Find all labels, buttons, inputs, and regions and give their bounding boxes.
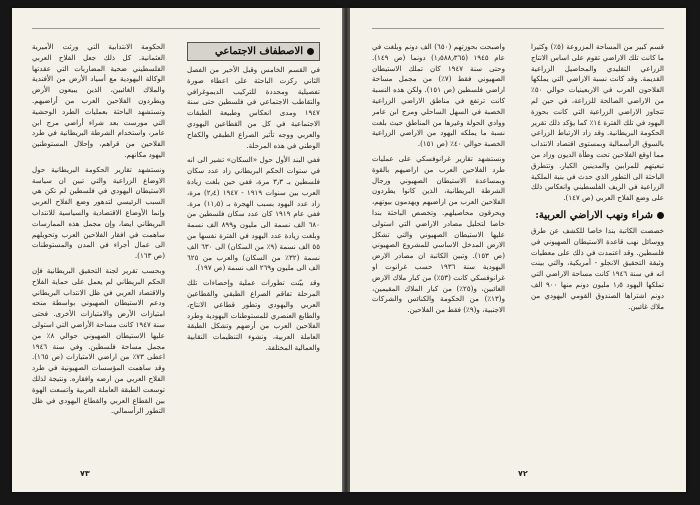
paragraph: الحكومة الانتدابية التي ورثت الأميرية العثمانية. كل ذلك جعل الفلاح العربي الفلسطيني ضحية المضاربات التي عقدتها الوكالة اليهودية مع أسياد الأرض من الأفندية والملاك الغائبين، الذين يبيعون الأرض ويطردون الفلاحين العرب من أراضيهم. وتستشهد الباحثة بعمليات الطرد الوحشية التي مورست بعد شراء أراضي مرج ابن عامر، واستخدام الشرطة البريطانية في طرد الفلاحين من قراهم، وإحلال المستوطنين اليهود مكانهم. bbox=[32, 42, 165, 159]
paragraph: ففي البند الأول حول «السكان» تشير الى انه في سنوات الحكم البريطاني زاد عدد سكان فلسطين بـ ٣٫٣ مرة، ففي حين بلغت زيادة العرب بين سنوات ١٩١٩ - ١٩٤٧ (٢٫٤) مرة، زاد عدد اليهود بسبب الهجرة بـ (١١٫٥) مرة. ففي عام ١٩١٩ كان عدد سكان فلسطين من ٦٨٠ الف نسمة الى مليون و٨٩٩ الف نسمة وبلغت زيادة عدد اليهود في الفترة نفسها من ٥٥ الف نسمة (٩٪ من السكان) الى ٦٣٠ الف نسمة (٣٢٪ من السكان) والعرب من ٦٢٥ الف الى مليون و٢٦٩ الف نسمة (ص ١٩٧). bbox=[187, 155, 320, 273]
header-rule bbox=[372, 28, 664, 29]
paragraph: ونستشهد تقارير الحكومة البريطانية حول الاوضاع الزراعية والتي تبين ان سياسة الاستيطان اليهودي في فلسطين لم تكن هي السبب الرئيسي لتدهور وضع الفلاح العربي وإنما الأوضاع الاقتصادية والسياسية للانتداب البريطاني ايضا، وإن مجمل هذه الممارسات ساهمت في افقار الفلاحين العرب وتحويلهم الى عمال أجراء في المدن والمستوطنات (ص ١٦٣). bbox=[32, 164, 165, 261]
right-page-right-column bbox=[531, 42, 664, 442]
section-heading-box bbox=[187, 42, 320, 61]
paragraph: واصبحت بحوزتهم (٦٥٠) الف دونم وبلغت في عام ١٩٤٥ (١٫٥٨٨٫٣٦٥) دونما (ص ١٤٩). وحتى سنة ١٩٤٧ كان تملك الاستيطان الصهيوني فقط (٧٪) من مجمل مساحة اراضي فلسطين (ص ١٥١). ولكن هذه النسبة كانت ترتفع في مناطق الاراضي الزراعية الخصبة في السهل الساحلي ومرج ابن عامر ووادي الحولة وغيرها من المناطق حيث بلغت نسبة ما يملكه اليهود من الاراضي الزراعية الخصبة حوالي ٤٠٪ (ص ١٥١). bbox=[372, 42, 505, 149]
book-gutter bbox=[342, 8, 350, 492]
bullet-icon bbox=[307, 48, 314, 55]
paragraph: خصصت الكاتبة بندا خاصا للكشف عن طرق ووسائل نهب قاعدة الاستيطان الصهيوني في فلسطين. وقد اعتمدت في ذلك على معطيات وثيقة التحقيق الانجلو - أمريكية، والتي بينت انه في سنة ١٩٤٦ كانت مساحة الاراضي التي تملكها اليهود ١٫٥ مليون دونم منها ٩٠٠ الف دونم اشتراها الصندوق القومي اليهودي من ملاك غائبين. bbox=[531, 225, 664, 311]
left-page-left-column bbox=[32, 42, 165, 442]
page-number: ٧٣ bbox=[80, 469, 90, 478]
right-page-left-column bbox=[372, 42, 505, 442]
paragraph: وقد بيّنت تطورات عملية وإحصاءات تلك المرحلة تفاقم الصراع الطبقي والقطاعين العربي واليهودي وتطور قطاعي الانتاج، والطابع العنصري للمستوطنات اليهودية وطرد الفلاحين العرب من أرضهم وتشكل الطبقة العاملة العربية، ونشوء التنظيمات النقابية والعمالية المختلفة. bbox=[187, 278, 320, 352]
paragraph: في القسم الخامس وقبل الأخير من الفصل الثاني ركزت الباحثة على اعطاء صورة تفصيلية ومحددة للتركيب الديموغرافي والتقاطب الاجتماعي في فلسطين حتى سنة ١٩٤٧ ومدى انعكاس وطبيعة الطبقات الاجتماعية في كل من القطاعين اليهودي والعربي ووجه تأثير الصراع الطبقي والكفاح الوطني في هذه المرحلة. bbox=[187, 65, 320, 150]
header-rule bbox=[32, 28, 320, 29]
bullet-icon bbox=[657, 212, 664, 219]
left-page bbox=[12, 8, 342, 492]
section-heading-block bbox=[531, 209, 664, 222]
paragraph: وبحسب تقرير لجنة التحقيق البريطانية فإن الحكم البريطاني لم يعمل على حماية الفلاح والاقتصاد العربي في ظل الانتداب البريطاني ودعم الاستيطان الصهيوني بواسطة منحه امتيازات الأرض والامتيازات الأخرى. فحتى سنة ١٩٤٧ كانت مساحة الأراضي التي استولى عليها الاستيطان الصهيوني حوالي ٨٪ من مجمل مساحة فلسطين. وفي سنة ١٩٤٦ اعطى ٧٣٪ من اراضي الامتيازات (ص ١٦٥). وقد ساهمت المؤسسات الصهيونية في طرد الفلاح العربي من ارضه وافقاره. ونتيجة لذلك توسعت الطبقة العاملة العربية واتسعت الهوة بين القطاع العربي والقطاع اليهودي في ظل التطور الرأسمالي. bbox=[32, 265, 165, 416]
left-page-right-column bbox=[187, 42, 320, 442]
right-page bbox=[350, 8, 686, 492]
page-number: ٧٢ bbox=[518, 469, 528, 478]
section-heading: الاصطفاف الاجتماعي bbox=[215, 46, 303, 57]
paragraph: ونستشهد تقارير غرانوفسكي على عمليات طرد الفلاحين العرب من اراضيهم بالقوة وبمساعدة الاستيطان الصهيوني ورجال الشرطة البريطانية، الذين كانوا يطردون الفلاحين العرب من اراضيهم ويهدمون بيوتهم، ويحرقون محاصيلهم. وتخصص الباحثة بندا خاصا لتحليل مصادر الاراضي التي استولى عليها الاستيطان الصهيوني والتي تشكل الارض المدخل الاساسي للمشروع الصهيوني (ص ١٥٣). وتبين الكاتبة ان مصادر الارض اليهودية سنة ١٩٣٦ حسب غرانوت او غرانوفسكي كانت (٥٣٪) من كبار ملاك الارض الغائبين، و(٢٥٪) من كبار الملاك المقيمين، و(١٣٪) من الحكومة والكنائس والشركات الاجنبية، و(٩٪) فقط من الفلاحين. bbox=[372, 153, 505, 315]
paragraph: قسم كبير من المساحة المزروعة (٥٪) وكثيرا ما كانت تلك الاراضي تقوم على اساس الانتاج الزراعي التقليدي والمحاصيل الزراعية القديمة. وقد كانت نسبة الاراضي التي يملكها الفلاحون العرب في الاربعينيات حوالي ٥٠٪ من الاراضي الصالحة للزراعة، في حين لم تتجاوز الاراضي الزراعية التي كانت بحوزة اليهود في تلك الفترة ١٤٪ كما يؤكد ذلك تقرير الحكومة البريطانية. وقد زاد الارتباط الزراعي بالسوق الرأسمالية وبمستوى اقتصاد الانتداب مما اوقع الفلاحين تحت وطأة الديون وزاد من تبعيتهم للمرابين والمدينين الكبار. وتتطرق الباحثة الى التطور الذي حدث في بنية الملكية الزراعية في الريف الفلسطيني وانعكاس ذلك على وضع الفلاح العربي (ص ١٤٧). bbox=[531, 42, 664, 203]
section-heading: شراء ونهب الاراضي العربية: bbox=[535, 209, 653, 221]
